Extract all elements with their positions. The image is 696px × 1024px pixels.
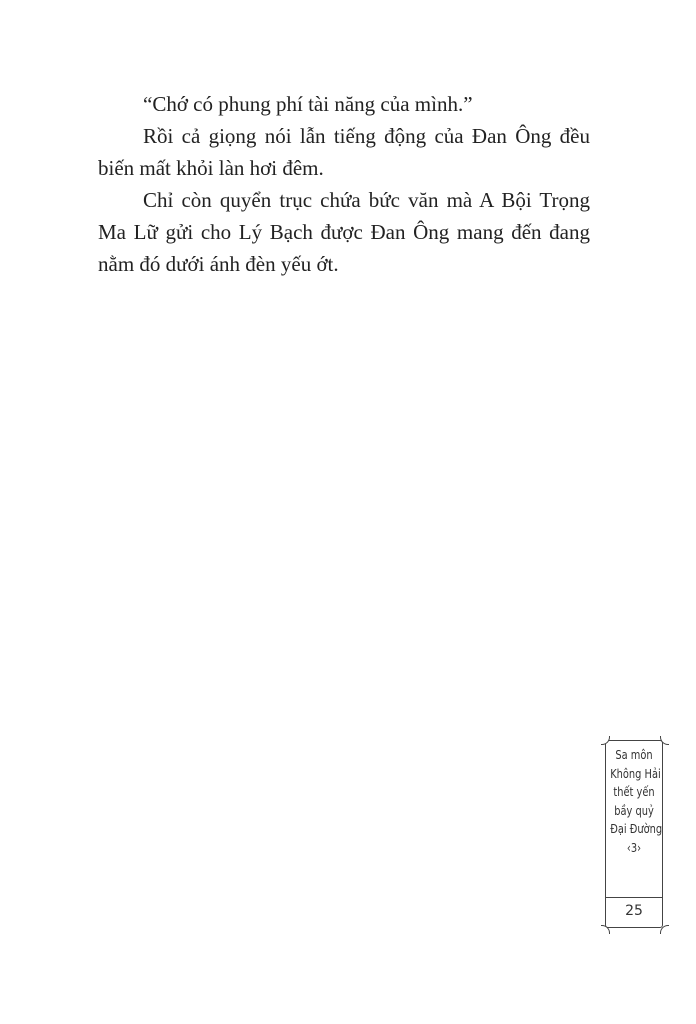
- book-title-tab: [605, 740, 663, 928]
- book-title: [610, 746, 663, 857]
- body-text: [98, 88, 590, 280]
- divider: [605, 897, 663, 898]
- book-title-line: Đại Đường: [610, 822, 663, 836]
- book-title-line: thết yến: [613, 785, 655, 799]
- page-number: 25: [625, 903, 643, 919]
- paragraph: Chỉ còn quyển trục chứa bức văn mà A Bội Trọng Ma Lữ gửi cho Lý Bạch được Đan Ông mang đến đang nằm đó dưới ánh đèn yếu ớt.: [98, 188, 590, 276]
- book-title-line: bầy quỷ: [614, 803, 654, 818]
- book-title-line: Sa môn: [615, 748, 653, 762]
- paragraph: “Chớ có phung phí tài năng của mình.”: [143, 92, 473, 116]
- book-title-line: Không Hải: [610, 766, 661, 781]
- volume-number: ‹3›: [626, 840, 642, 855]
- frame-corner-ornament: [660, 925, 669, 934]
- paragraph: Rồi cả giọng nói lẫn tiếng động của Đan Ông đều biến mất khỏi làn hơi đêm.: [98, 124, 590, 180]
